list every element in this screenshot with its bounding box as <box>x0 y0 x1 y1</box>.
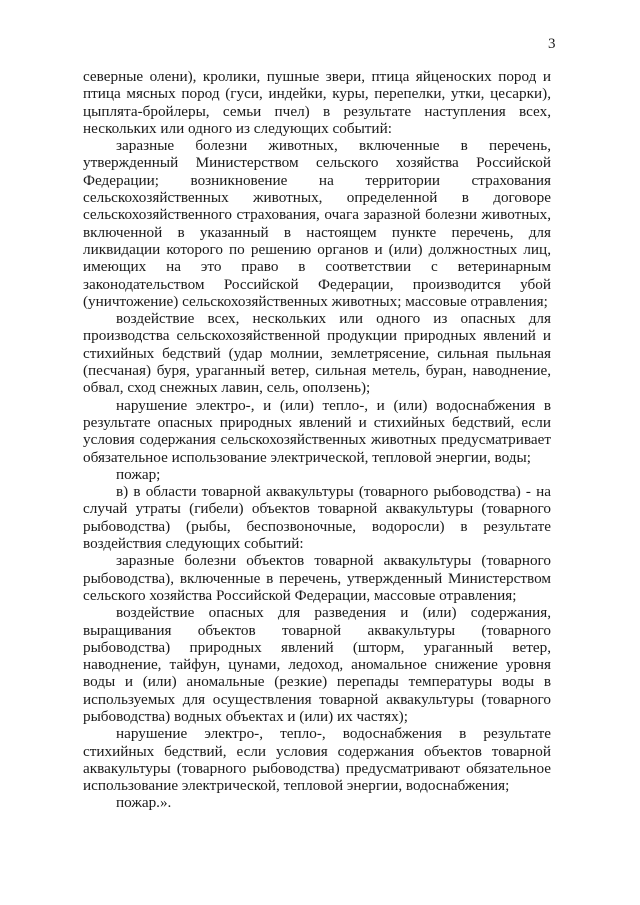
paragraph-fire: пожар; <box>116 465 161 483</box>
paragraph-aquaculture-intro: в) в области товарной аквакультуры (товарного рыбоводства) - на случай утраты (гибели) объектов товарной аквакультуры (товарного рыбоводства) (рыбы, беспозвоночные, водоросли) в результате воздействия следующих событий: <box>83 483 551 553</box>
paragraph-aquaculture-utility: нарушение электро-, тепло-, водоснабжения в результате стихийных бедствий, если условия содержания объектов товарной аквакультуры (товарного рыбоводства) предусматривают обязательное использование электрической, тепловой энергии, водоснабжения; <box>83 725 551 795</box>
paragraph-continuation: северные олени), кролики, пушные звери, птица яйценоских пород и птица мясных пород (гуси, индейки, куры, перепелки, утки, цесарки), цыплята-бройлеры, семьи пчел) в результате наступления всех, нескольких или одного из следующих событий: <box>83 68 551 137</box>
paragraph-natural-hazards: воздействие всех, нескольких или одного из опасных для производства сельскохозяйственной продукции природных явлений и стихийных бедствий (удар молнии, землетрясение, сильная пыльная (песчаная) буря, ураганный ветер, сильная метель, буран, наводнение, обвал, сход снежных лавин, сель, оползень); <box>83 310 551 397</box>
paragraph-aquaculture-diseases: заразные болезни объектов товарной аквакультуры (товарного рыбоводства), включенные в перечень, утвержденный Министерством сельского хозяйства Российской Федерации, массовые отравления; <box>83 552 551 604</box>
paragraph-utility-disruption: нарушение электро-, и (или) тепло-, и (или) водоснабжения в результате опасных природных явлений и стихийных бедствий, если условия содержания сельскохозяйственных животных предусматривает обязательное использование электрической, тепловой энергии, воды; <box>83 396 551 466</box>
paragraph-aquaculture-hazards: воздействие опасных для разведения и (или) содержания, выращивания объектов товарной аквакультуры (товарного рыбоводства) природных явлений (шторм, ураганный ветер, наводнение, тайфун, цунами, ледоход, аномальное снижение уровня воды и (или) аномальные (резкие) перепады температуры воды в используемых для осуществления товарной аквакультуры (товарного рыбоводства) водных объектах и (или) их частях); <box>83 604 551 725</box>
document-body <box>83 68 551 812</box>
page-number: 3 <box>548 36 556 52</box>
paragraph-aquaculture-fire: пожар.». <box>116 794 172 812</box>
paragraph-animal-diseases: заразные болезни животных, включенные в перечень, утвержденный Министерством сельского хозяйства Российской Федерации; возникновение на территории страхования сельскохозяйственных животных, определенной в договоре сельскохозяйственного страхования, очага заразной болезни животных, включенной в указанный в настоящем пункте перечень, для ликвидации которого по решению органов и (или) должностных лиц, имеющих на это право в соответствии с ветеринарным законодательством Российской Федерации, производится убой (уничтожение) сельскохозяйственных животных; массовые отравления; <box>83 137 551 310</box>
